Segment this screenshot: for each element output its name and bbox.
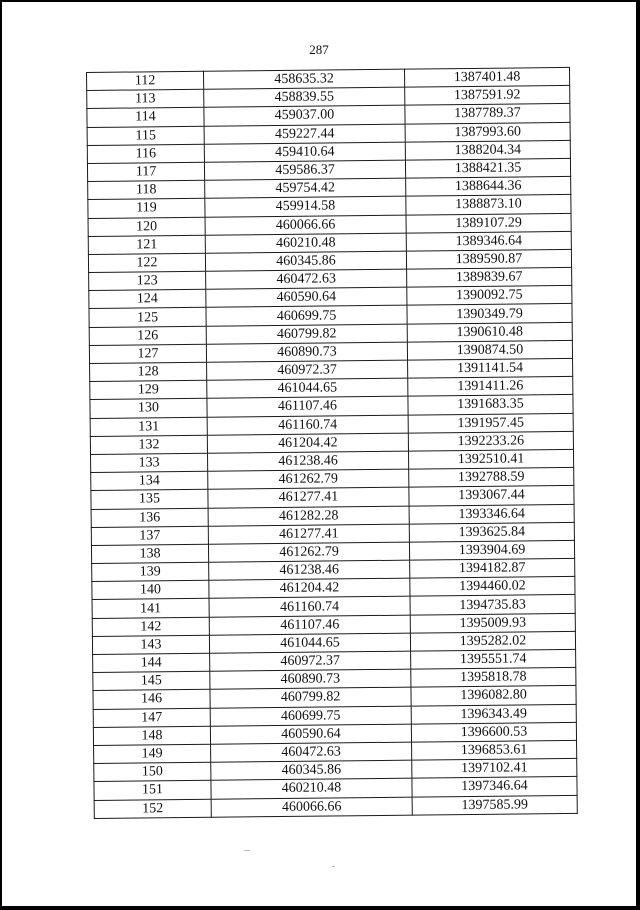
y-coordinate-cell: 1392233.26 bbox=[408, 431, 573, 451]
y-coordinate-cell: 1393346.64 bbox=[409, 504, 574, 524]
x-coordinate-cell: 460590.64 bbox=[206, 287, 407, 307]
y-coordinate-cell: 1390610.48 bbox=[407, 322, 572, 342]
y-coordinate-cell: 1391411.26 bbox=[408, 377, 573, 397]
point-number-cell: 133 bbox=[91, 453, 208, 472]
x-coordinate-cell: 459410.64 bbox=[204, 142, 405, 162]
point-number-cell: 114 bbox=[87, 108, 204, 127]
x-coordinate-cell: 460699.75 bbox=[210, 706, 411, 726]
y-coordinate-cell: 1393625.84 bbox=[409, 522, 574, 542]
y-coordinate-cell: 1388421.35 bbox=[405, 158, 570, 178]
x-coordinate-cell: 460472.63 bbox=[206, 269, 407, 289]
point-number-cell: 119 bbox=[88, 199, 205, 218]
point-number-cell: 115 bbox=[87, 126, 204, 145]
scan-speck bbox=[244, 850, 250, 851]
page-number: 287 bbox=[309, 42, 329, 57]
point-number-cell: 138 bbox=[91, 544, 208, 563]
x-coordinate-cell: 461107.46 bbox=[207, 397, 408, 417]
x-coordinate-cell: 458635.32 bbox=[203, 69, 404, 89]
x-coordinate-cell: 460210.48 bbox=[205, 233, 406, 253]
x-coordinate-cell: 461160.74 bbox=[207, 415, 408, 435]
y-coordinate-cell: 1395009.93 bbox=[410, 613, 575, 633]
scan-speck bbox=[332, 866, 335, 867]
x-coordinate-cell: 461107.46 bbox=[209, 615, 410, 635]
y-coordinate-cell: 1387993.60 bbox=[405, 122, 570, 142]
x-coordinate-cell: 460699.75 bbox=[206, 306, 407, 326]
point-number-cell: 152 bbox=[94, 799, 211, 818]
y-coordinate-cell: 1389346.64 bbox=[406, 231, 571, 251]
x-coordinate-cell: 459914.58 bbox=[205, 196, 406, 216]
point-number-cell: 116 bbox=[87, 144, 204, 163]
y-coordinate-cell: 1388644.36 bbox=[406, 177, 571, 197]
point-number-cell: 149 bbox=[94, 744, 211, 763]
x-coordinate-cell: 460066.66 bbox=[211, 797, 412, 817]
x-coordinate-cell: 460345.86 bbox=[205, 251, 406, 271]
x-coordinate-cell: 460590.64 bbox=[210, 724, 411, 744]
x-coordinate-cell: 461204.42 bbox=[207, 433, 408, 453]
point-number-cell: 145 bbox=[93, 671, 210, 690]
y-coordinate-cell: 1389839.67 bbox=[407, 267, 572, 287]
point-number-cell: 148 bbox=[93, 726, 210, 745]
document-page bbox=[2, 2, 636, 906]
coordinates-table bbox=[86, 67, 578, 819]
x-coordinate-cell: 461044.65 bbox=[209, 633, 410, 653]
y-coordinate-cell: 1394460.02 bbox=[410, 577, 575, 597]
x-coordinate-cell: 461277.41 bbox=[208, 524, 409, 544]
point-number-cell: 139 bbox=[92, 562, 209, 581]
y-coordinate-cell: 1387789.37 bbox=[405, 104, 570, 124]
table-body bbox=[87, 67, 578, 818]
x-coordinate-cell: 460799.82 bbox=[206, 324, 407, 344]
point-number-cell: 130 bbox=[90, 399, 207, 418]
y-coordinate-cell: 1388204.34 bbox=[405, 140, 570, 160]
y-coordinate-cell: 1397346.64 bbox=[412, 777, 577, 797]
x-coordinate-cell: 461238.46 bbox=[207, 451, 408, 471]
y-coordinate-cell: 1390874.50 bbox=[407, 340, 572, 360]
point-number-cell: 141 bbox=[92, 599, 209, 618]
y-coordinate-cell: 1396343.49 bbox=[411, 704, 576, 724]
y-coordinate-cell: 1395818.78 bbox=[411, 668, 576, 688]
point-number-cell: 144 bbox=[93, 653, 210, 672]
y-coordinate-cell: 1396082.80 bbox=[411, 686, 576, 706]
coordinates-table-wrapper bbox=[86, 67, 570, 819]
point-number-cell: 137 bbox=[91, 526, 208, 545]
y-coordinate-cell: 1389107.29 bbox=[406, 213, 571, 233]
x-coordinate-cell: 459227.44 bbox=[204, 124, 405, 144]
point-number-cell: 131 bbox=[90, 417, 207, 436]
point-number-cell: 142 bbox=[92, 617, 209, 636]
x-coordinate-cell: 459037.00 bbox=[204, 106, 405, 126]
point-number-cell: 147 bbox=[93, 708, 210, 727]
y-coordinate-cell: 1397102.41 bbox=[412, 759, 577, 779]
x-coordinate-cell: 461277.41 bbox=[208, 487, 409, 507]
y-coordinate-cell: 1393904.69 bbox=[409, 540, 574, 560]
y-coordinate-cell: 1394735.83 bbox=[410, 595, 575, 615]
point-number-cell: 146 bbox=[93, 690, 210, 709]
y-coordinate-cell: 1392788.59 bbox=[409, 468, 574, 488]
point-number-cell: 143 bbox=[92, 635, 209, 654]
y-coordinate-cell: 1396853.61 bbox=[412, 740, 577, 760]
x-coordinate-cell: 461262.79 bbox=[208, 542, 409, 562]
y-coordinate-cell: 1391683.35 bbox=[408, 395, 573, 415]
x-coordinate-cell: 460210.48 bbox=[211, 778, 412, 798]
point-number-cell: 118 bbox=[88, 180, 205, 199]
x-coordinate-cell: 458839.55 bbox=[204, 87, 405, 107]
x-coordinate-cell: 460472.63 bbox=[211, 742, 412, 762]
y-coordinate-cell: 1392510.41 bbox=[408, 449, 573, 469]
x-coordinate-cell: 461262.79 bbox=[208, 469, 409, 489]
y-coordinate-cell: 1393067.44 bbox=[409, 486, 574, 506]
point-number-cell: 134 bbox=[91, 471, 208, 490]
point-number-cell: 121 bbox=[88, 235, 205, 254]
y-coordinate-cell: 1395551.74 bbox=[411, 649, 576, 669]
point-number-cell: 120 bbox=[88, 217, 205, 236]
y-coordinate-cell: 1390092.75 bbox=[407, 286, 572, 306]
y-coordinate-cell: 1395282.02 bbox=[410, 631, 575, 651]
x-coordinate-cell: 461238.46 bbox=[209, 560, 410, 580]
point-number-cell: 132 bbox=[90, 435, 207, 454]
x-coordinate-cell: 461160.74 bbox=[209, 597, 410, 617]
y-coordinate-cell: 1387401.48 bbox=[404, 67, 569, 87]
x-coordinate-cell: 461204.42 bbox=[209, 578, 410, 598]
point-number-cell: 124 bbox=[89, 290, 206, 309]
point-number-cell: 150 bbox=[94, 762, 211, 781]
y-coordinate-cell: 1390349.79 bbox=[407, 304, 572, 324]
y-coordinate-cell: 1388873.10 bbox=[406, 195, 571, 215]
x-coordinate-cell: 459754.42 bbox=[205, 178, 406, 198]
point-number-cell: 126 bbox=[89, 326, 206, 345]
point-number-cell: 135 bbox=[91, 490, 208, 509]
y-coordinate-cell: 1387591.92 bbox=[405, 86, 570, 106]
x-coordinate-cell: 460799.82 bbox=[210, 688, 411, 708]
x-coordinate-cell: 460972.37 bbox=[207, 360, 408, 380]
point-number-cell: 113 bbox=[87, 89, 204, 108]
y-coordinate-cell: 1394182.87 bbox=[410, 558, 575, 578]
point-number-cell: 123 bbox=[89, 271, 206, 290]
x-coordinate-cell: 460066.66 bbox=[205, 215, 406, 235]
y-coordinate-cell: 1389590.87 bbox=[406, 249, 571, 269]
point-number-cell: 127 bbox=[89, 344, 206, 363]
point-number-cell: 117 bbox=[87, 162, 204, 181]
y-coordinate-cell: 1391141.54 bbox=[408, 358, 573, 378]
point-number-cell: 136 bbox=[91, 508, 208, 527]
point-number-cell: 128 bbox=[90, 362, 207, 381]
point-number-cell: 125 bbox=[89, 308, 206, 327]
y-coordinate-cell: 1396600.53 bbox=[411, 722, 576, 742]
x-coordinate-cell: 460345.86 bbox=[211, 760, 412, 780]
point-number-cell: 112 bbox=[87, 71, 204, 90]
table-row bbox=[94, 795, 577, 818]
point-number-cell: 151 bbox=[94, 781, 211, 800]
x-coordinate-cell: 460890.73 bbox=[206, 342, 407, 362]
point-number-cell: 122 bbox=[88, 253, 205, 272]
point-number-cell: 129 bbox=[90, 380, 207, 399]
x-coordinate-cell: 460972.37 bbox=[210, 651, 411, 671]
x-coordinate-cell: 461282.28 bbox=[208, 506, 409, 526]
x-coordinate-cell: 460890.73 bbox=[210, 669, 411, 689]
y-coordinate-cell: 1397585.99 bbox=[412, 795, 577, 815]
x-coordinate-cell: 461044.65 bbox=[207, 378, 408, 398]
point-number-cell: 140 bbox=[92, 580, 209, 599]
x-coordinate-cell: 459586.37 bbox=[204, 160, 405, 180]
y-coordinate-cell: 1391957.45 bbox=[408, 413, 573, 433]
